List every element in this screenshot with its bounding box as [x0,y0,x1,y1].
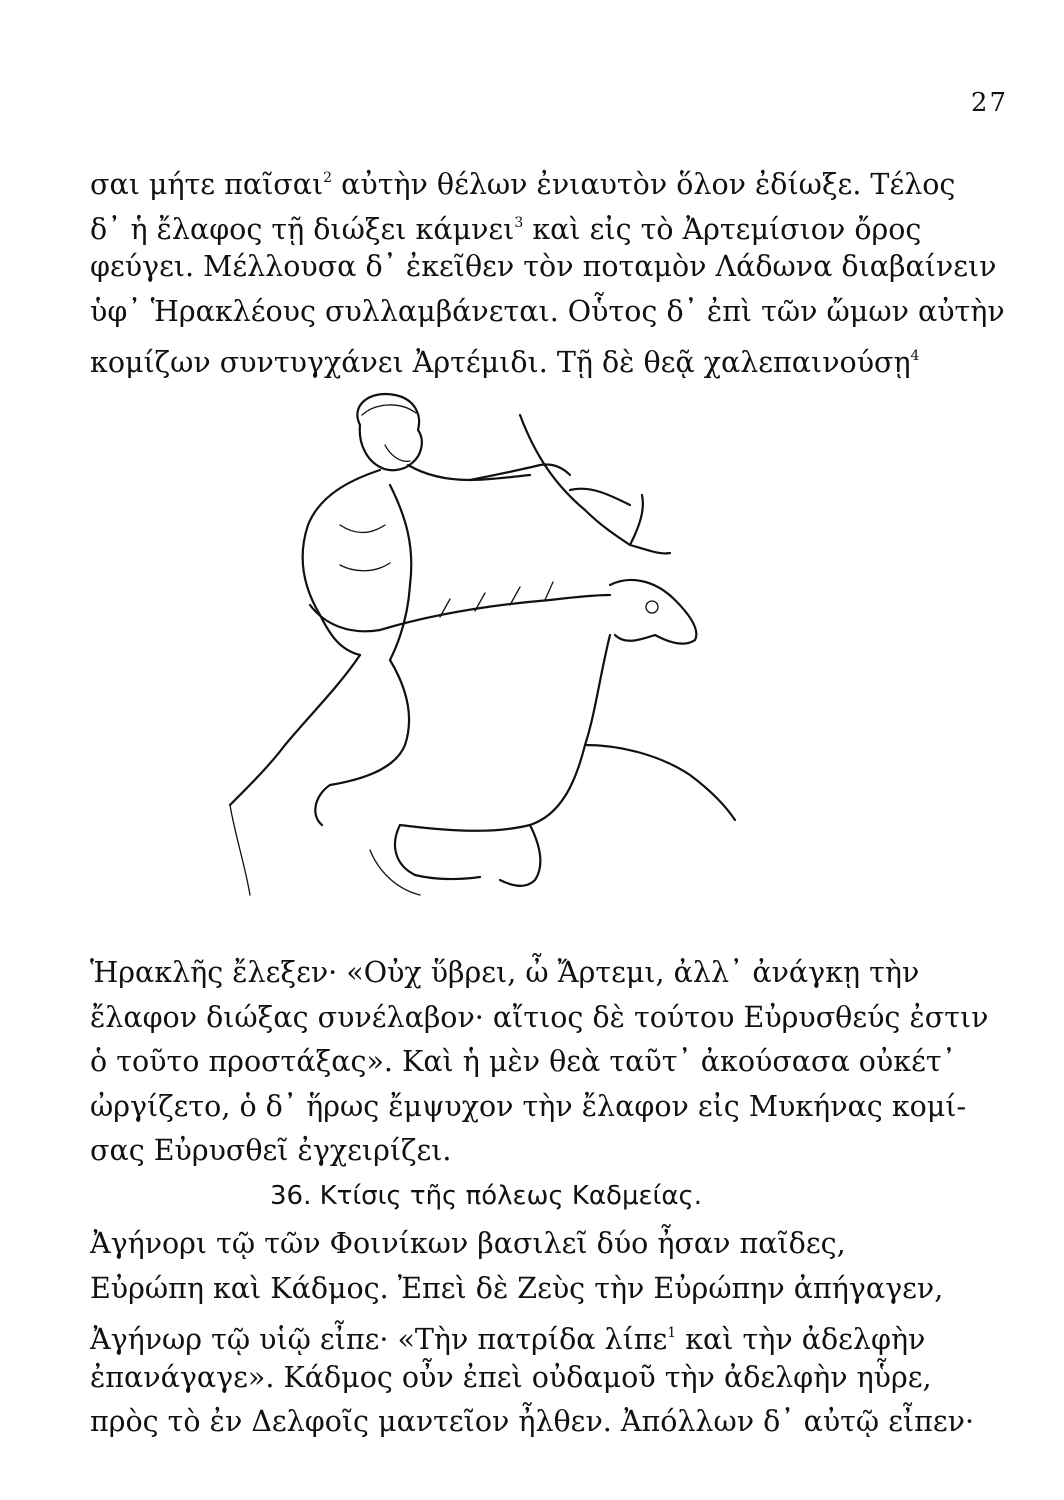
line-text: σας Εὐρυσθεῖ ἐγχειρίζει. [90,1134,452,1167]
line-text: ὁ τοῦτο προστάξας». Καὶ ἡ μὲν θεὰ ταῦτ᾽ ἀκούσασα οὐκέτ᾽ [90,1045,956,1078]
line-text: ἔλαφον διώξας συνέλαβον· αἴτιος δὲ τούτου Εὐρυσθεύς ἐστιν [90,1000,989,1034]
top_lines-line [90,158,970,205]
footnote-marker: 2 [323,170,333,186]
bottom_lines-line [90,1269,970,1309]
top_lines-line [90,292,1005,332]
middle_lines-line [90,1087,970,1127]
middle_lines-line [90,1131,970,1171]
bottom_lines-line [90,1402,975,1442]
line-text: φεύγει. Μέλλουσα δ᾽ ἐκεῖθεν τὸν ποταμὸν Λάδωνα διαβαίνειν [90,250,997,283]
line-text: ὑφ᾽ Ἡρακλέους συλλαμβάνεται. Οὗτος δ᾽ ἐπὶ τῶν ὤμων αὐτὴν [90,294,1005,328]
line-text: ἐπανάγαγε». Κάδμος οὖν ἐπεὶ οὐδαμοῦ τὴν ἀδελφὴν ηὗρε, [90,1360,932,1394]
footnote-marker: 4 [910,348,920,364]
line-text: Ἀγήνορι τῷ τῶν Φοινίκων βασιλεῖ δύο ἦσαν παῖδες, [90,1227,846,1260]
line-text: κομίζων συντυγχάνει Ἀρτέμιδι. Τῇ δὲ θεᾷ χαλεπαινούσῃ$^4$ [90,346,920,379]
line-text: Ἀγήνωρ τῷ υἱῷ εἶπε· «Τὴν πατρίδα λίπε$^1$ καὶ τὴν ἀδελφὴν [90,1323,926,1356]
line-text: σαι μήτε παῖσαι$^2$ αὐτὴν θέλων ἐνιαυτὸν ὅλον ἐδίωξε. Τέλος [90,168,956,201]
bottom_lines-line [90,1313,970,1360]
middle_lines-line [90,953,970,993]
top_lines-line [90,203,970,250]
bottom_lines-line [90,1358,970,1398]
top_lines-line [90,336,970,383]
section-heading: 36. Κτίσις τῆς πόλεως Καδμείας. [270,1181,703,1211]
line-text: ὠργίζετο, ὁ δ᾽ ἥρως ἔμψυχον τὴν ἔλαφον εἰς Μυκήνας κομί- [90,1089,967,1123]
top_lines-line [90,247,997,287]
line-text: Ἡρακλῆς ἔλεξεν· «Οὐχ ὕβρει, ὦ Ἄρτεμι, ἀλλ᾽ ἀνάγκῃ τὴν [90,956,920,989]
line-text: πρὸς τὸ ἐν Δελφοῖς μαντεῖον ἦλθεν. Ἀπόλλων δ᾽ αὐτῷ εἶπεν· [90,1405,975,1438]
line-text: δ᾽ ἡ ἔλαφος τῇ διώξει κάμνει$^3$ καὶ εἰς τὸ Ἀρτεμίσιον ὄρος [90,212,922,246]
heracles-hind-drawing [190,385,830,945]
page-number: 27 [970,88,1008,118]
line-text: Εὐρώπη καὶ Κάδμος. Ἐπεὶ δὲ Ζεὺς τὴν Εὐρώπην ἀπήγαγεν, [90,1271,944,1305]
middle_lines-line [90,998,989,1038]
bottom_lines-line [90,1224,970,1264]
heracles-hind-illustration [190,385,830,945]
middle_lines-line [90,1042,970,1082]
footnote-marker: 1 [667,1325,677,1341]
footnote-marker: 3 [514,214,524,231]
